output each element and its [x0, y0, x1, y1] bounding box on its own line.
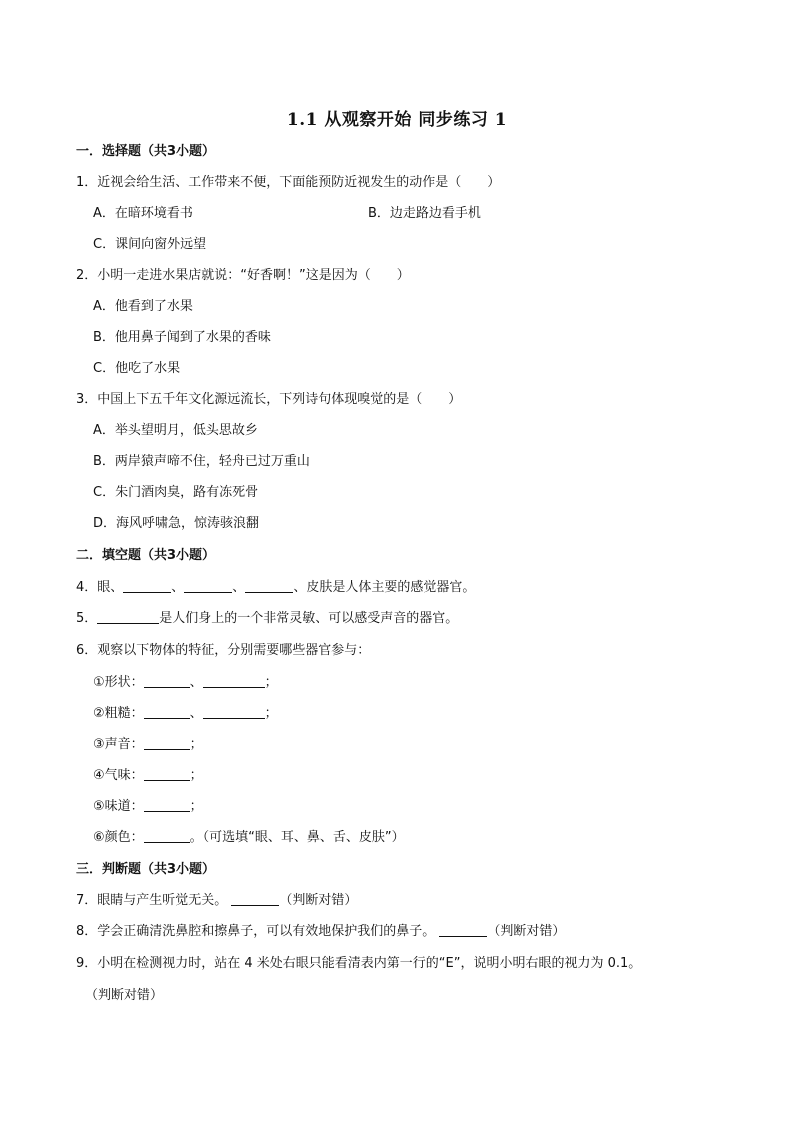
question-6-item-color — [93, 828, 405, 848]
question-9-tail — [85, 986, 163, 1006]
question-5-suffix: 是人们身上的一个非常灵敏、可以感受声音的器官。 — [159, 611, 459, 626]
separator: 、 — [232, 580, 246, 595]
question-6-item-smell — [93, 766, 203, 786]
answer-blank[interactable] — [439, 922, 487, 937]
question-1-stem: 1．近视会给生活、工作带来不便，下面能预防近视发生的动作是（ ） — [76, 175, 501, 190]
answer-blank[interactable] — [97, 609, 159, 624]
item-end: ； — [264, 706, 278, 721]
question-6-item-taste — [93, 797, 203, 817]
judge-hint: （判断对错） — [279, 893, 358, 908]
answer-blank[interactable] — [144, 673, 190, 688]
question-8-stem: 8．学会正确清洗鼻腔和擦鼻子，可以有效地保护我们的鼻子。 — [76, 924, 436, 939]
question-7-stem: 7．眼睛与产生听觉无关。 — [76, 893, 228, 908]
question-7 — [76, 891, 357, 911]
question-8 — [76, 922, 565, 942]
answer-blank[interactable] — [144, 735, 190, 750]
question-6-item-rough — [93, 704, 278, 724]
item-label: ②粗糙： — [93, 706, 144, 721]
answer-blank[interactable] — [144, 766, 190, 781]
question-3-option-b: B．两岸猿声啼不住，轻舟已过万重山 — [93, 454, 310, 469]
item-label: ⑤味道： — [93, 799, 144, 814]
answer-blank[interactable] — [123, 578, 171, 593]
item-end: ； — [189, 737, 203, 752]
separator: 、 — [189, 706, 203, 721]
question-4-prefix: 4．眼、 — [76, 580, 124, 595]
answer-blank[interactable] — [144, 828, 190, 843]
question-2-option-b: B．他用鼻子闻到了水果的香味 — [93, 330, 271, 345]
question-3-stem: 3．中国上下五千年文化源远流长，下列诗句体现嗅觉的是（ ） — [76, 392, 462, 407]
item-end: 。（可选填“眼、耳、鼻、舌、皮肤”） — [189, 830, 405, 845]
item-end: ； — [189, 799, 203, 814]
item-end: ； — [264, 675, 278, 690]
item-label: ④气味： — [93, 768, 144, 783]
judge-hint: （判断对错） — [85, 988, 164, 1003]
answer-blank[interactable] — [203, 704, 265, 719]
answer-blank[interactable] — [203, 673, 265, 688]
question-4-suffix: 、皮肤是人体主要的感觉器官。 — [293, 580, 476, 595]
page-title: 1.1 从观察开始 同步练习 1 — [286, 110, 508, 130]
item-label: ③声音： — [93, 737, 144, 752]
item-label: ⑥颜色： — [93, 830, 144, 845]
question-5-prefix: 5． — [76, 611, 98, 626]
question-9-stem: 9．小明在检测视力时，站在 4 米处右眼只能看清表内第一行的“E”，说明小明右眼的视力为 0.1。 — [76, 956, 642, 971]
answer-blank[interactable] — [144, 704, 190, 719]
section-heading-choice: 一．选择题（共3小题） — [76, 144, 216, 159]
question-1-option-b: B．边走路边看手机 — [368, 206, 481, 221]
item-end: ； — [189, 768, 203, 783]
section-heading-judge: 三．判断题（共3小题） — [76, 862, 216, 877]
question-5 — [76, 609, 458, 629]
answer-blank[interactable] — [245, 578, 293, 593]
question-6-stem: 6．观察以下物体的特征，分别需要哪些器官参与： — [76, 643, 371, 658]
answer-blank[interactable] — [184, 578, 232, 593]
separator: 、 — [171, 580, 185, 595]
item-label: ①形状： — [93, 675, 144, 690]
question-3-option-a: A．举头望明月，低头思故乡 — [93, 423, 258, 438]
question-2-option-c: C．他吃了水果 — [93, 361, 181, 376]
question-6-item-sound — [93, 735, 203, 755]
question-3-option-d: D．海风呼啸急，惊涛骇浪翻 — [93, 516, 260, 531]
question-3-option-c: C．朱门酒肉臭，路有冻死骨 — [93, 485, 259, 500]
question-1-option-a: A．在暗环境看书 — [93, 206, 193, 221]
judge-hint: （判断对错） — [487, 924, 566, 939]
question-2-stem: 2．小明一走进水果店就说：“好香啊！”这是因为（ ） — [76, 268, 410, 283]
answer-blank[interactable] — [231, 891, 279, 906]
question-2-option-a: A．他看到了水果 — [93, 299, 193, 314]
question-6-item-shape — [93, 673, 278, 693]
section-heading-fill: 二．填空题（共3小题） — [76, 548, 216, 563]
answer-blank[interactable] — [144, 797, 190, 812]
separator: 、 — [189, 675, 203, 690]
question-1-option-c: C．课间向窗外远望 — [93, 237, 207, 252]
question-4 — [76, 578, 475, 598]
